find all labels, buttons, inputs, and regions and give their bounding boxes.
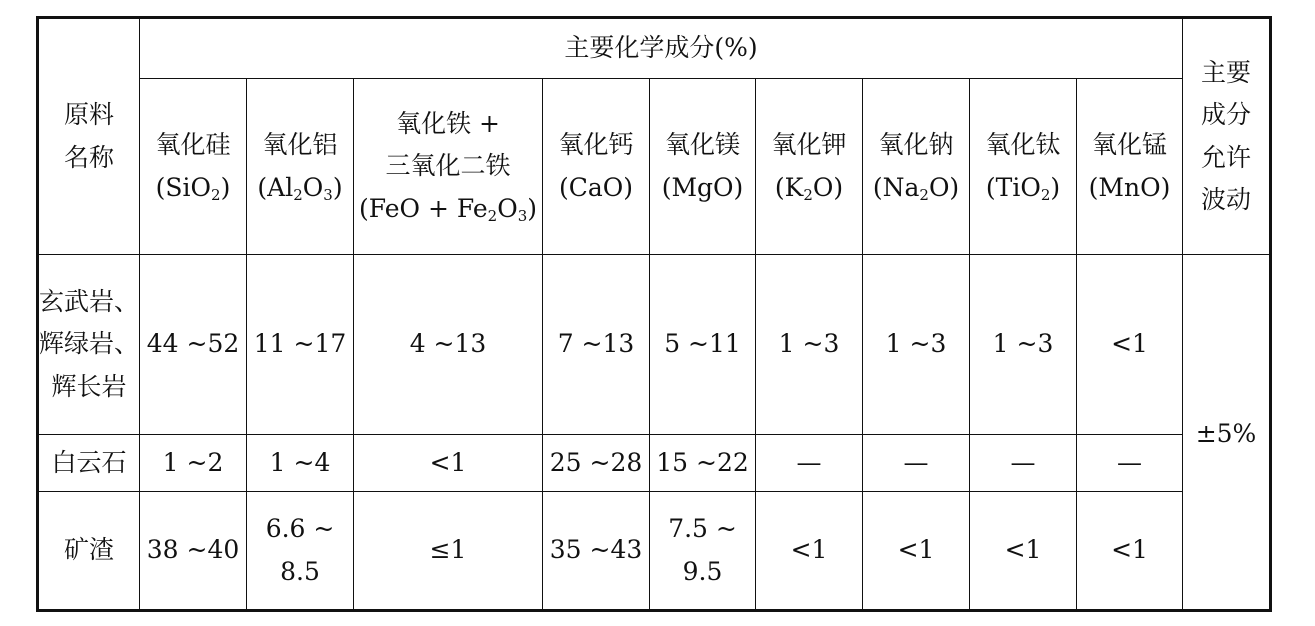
header-col-mno: 氧化锰 (MnO) (1077, 79, 1183, 255)
cell-value: <1 (354, 435, 543, 492)
cell-value: 38 ~40 (140, 492, 247, 611)
row-name-dolomite: 白云石 (38, 435, 140, 492)
header-col-mgo: 氧化镁 (MgO) (650, 79, 756, 255)
header-col-cao: 氧化钙 (CaO) (543, 79, 650, 255)
cell-value-mgo: 7.5 ~ 9.5 (650, 492, 756, 611)
cell-value: 15 ~22 (650, 435, 756, 492)
cell-value: 1 ~3 (756, 255, 863, 435)
cell-value: — (863, 435, 970, 492)
cell-value: <1 (970, 492, 1077, 611)
header-material-name: 原料 名称 (38, 18, 140, 255)
cell-value: <1 (756, 492, 863, 611)
row-name-basalt: 玄武岩、 辉绿岩、 辉长岩 (38, 255, 140, 435)
cell-value: 4 ~13 (354, 255, 543, 435)
cell-value: <1 (1077, 255, 1183, 435)
cell-value: 1 ~3 (863, 255, 970, 435)
cell-value: — (1077, 435, 1183, 492)
header-tolerance: 主要 成分 允许 波动 (1183, 18, 1271, 255)
cell-value: 5 ~11 (650, 255, 756, 435)
cell-value: <1 (1077, 492, 1183, 611)
cell-value: ≤1 (354, 492, 543, 611)
cell-value-al2o3: 6.6 ~ 8.5 (247, 492, 354, 611)
cell-value: 7 ~13 (543, 255, 650, 435)
cell-value: 25 ~28 (543, 435, 650, 492)
cell-value: — (756, 435, 863, 492)
header-col-k2o: 氧化钾 $(K_2O)$ (756, 79, 863, 255)
cell-value: <1 (863, 492, 970, 611)
table-row (38, 255, 1271, 435)
cell-value: 35 ~43 (543, 492, 650, 611)
header-group-title: 主要化学成分(%) (140, 18, 1183, 79)
cell-value: 1 ~2 (140, 435, 247, 492)
header-col-na2o: 氧化钠 $(Na_2O)$ (863, 79, 970, 255)
cell-value: — (970, 435, 1077, 492)
cell-value: 44 ~52 (140, 255, 247, 435)
table-row (38, 492, 1271, 611)
cell-value: 11 ~17 (247, 255, 354, 435)
composition-table (36, 16, 1272, 612)
header-col-al2o3: 氧化铝 $(Al_2O_3)$ (247, 79, 354, 255)
header-col-feo-fe2o3: 氧化铁 + 三氧化二铁 $(FeO + Fe_2O_3)$ (354, 79, 543, 255)
tolerance-value: ±5% (1183, 255, 1271, 611)
row-name-slag: 矿渣 (38, 492, 140, 611)
cell-value: 1 ~4 (247, 435, 354, 492)
header-col-sio2: 氧化硅 (SiO$_2$) (140, 79, 247, 255)
header-col-tio2: 氧化钛 (TiO$_2$) (970, 79, 1077, 255)
table-row (38, 435, 1271, 492)
cell-value: 1 ~3 (970, 255, 1077, 435)
